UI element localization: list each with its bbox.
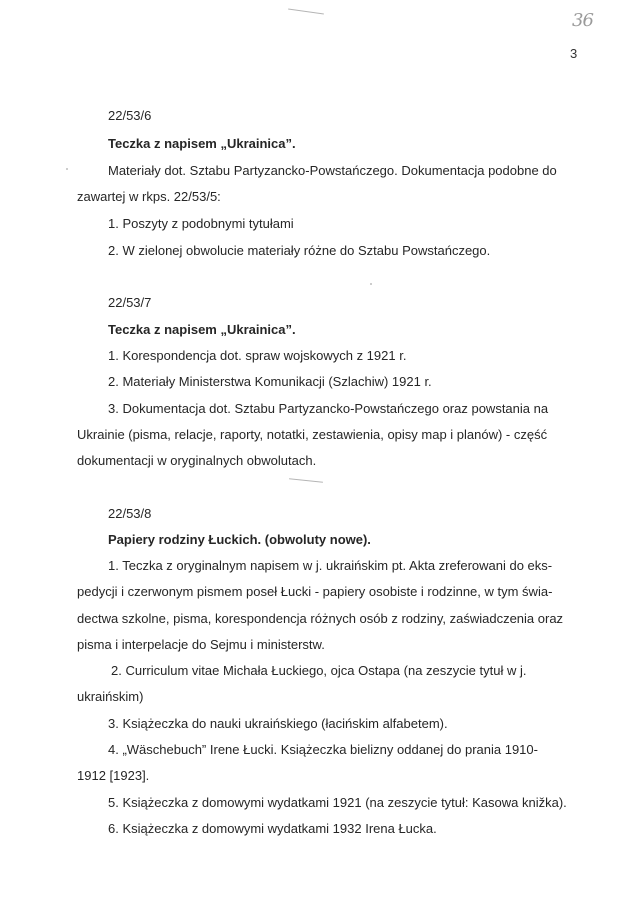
scan-speck (370, 283, 372, 285)
list-item: 2. Materiały Ministerstwa Komunikacji (Szlachiw) 1921 r. (108, 374, 432, 389)
list-item: 3. Dokumentacja dot. Sztabu Partyzancko-Powstańczego oraz powstania na (108, 401, 549, 416)
section-text-line: 1912 [1923]. (77, 768, 150, 783)
section-text-line: zawartej w rkps. 22/53/5: (77, 189, 221, 204)
section-title: Papiery rodziny Łuckich. (obwoluty nowe). (108, 532, 371, 547)
handwritten-page-number: 36 (572, 10, 593, 31)
list-item: 4. „Wäschebuch” Irene Łucki. Książeczka bielizny oddanej do prania 1910- (108, 742, 538, 757)
section-text-line: dectwa szkolne, pisma, korespondencja różnych osób z rodziny, zaświadczenia oraz (77, 611, 564, 626)
list-item: 2. Curriculum vitae Michała Łuckiego, ojca Ostapa (na zeszycie tytuł w j. (111, 663, 527, 678)
section-signature: 22/53/6 (108, 108, 152, 123)
list-item: 1. Poszyty z podobnymi tytułami (108, 216, 294, 231)
section-title: Teczka z napisem „Ukrainica”. (108, 136, 296, 151)
list-item: 3. Książeczka do nauki ukraińskiego (łacińskim alfabetem). (108, 716, 448, 731)
section-text-line: pedycji i czerwonym pismem poseł Łucki - papiery osobiste i rodzinne, w tym świa- (77, 584, 553, 599)
list-item: 6. Książeczka z domowymi wydatkami 1932 Irena Łucka. (108, 821, 437, 836)
section-text-line: pisma i interpelacje do Sejmu i ministerstw. (77, 637, 325, 652)
section-signature: 22/53/8 (108, 506, 152, 521)
section-text-line: Materiały dot. Sztabu Partyzancko-Powstańczego. Dokumentacja podobne do (108, 163, 557, 178)
section-text-line: ukraińskim) (77, 689, 144, 704)
section-title: Teczka z napisem „Ukrainica”. (108, 322, 296, 337)
list-item: 2. W zielonej obwolucie materiały różne do Sztabu Powstańczego. (108, 243, 491, 258)
scan-speck (66, 168, 68, 170)
list-item: 1. Teczka z oryginalnym napisem w j. ukraińskim pt. Akta zreferowani do eks- (108, 558, 553, 573)
section-signature: 22/53/7 (108, 295, 152, 310)
page-number: 3 (570, 46, 578, 61)
list-item: 5. Książeczka z domowymi wydatkami 1921 (na zeszycie tytuł: Kasowa knižka). (108, 795, 567, 810)
scan-mark (289, 478, 323, 483)
scan-mark (288, 8, 324, 14)
section-text-line: Ukrainie (pisma, relacje, raporty, notatki, zestawienia, opisy map i planów) - część (77, 427, 548, 442)
list-item: 1. Korespondencja dot. spraw wojskowych z 1921 r. (108, 348, 407, 363)
section-text-line: dokumentacji w oryginalnych obwolutach. (77, 453, 317, 468)
